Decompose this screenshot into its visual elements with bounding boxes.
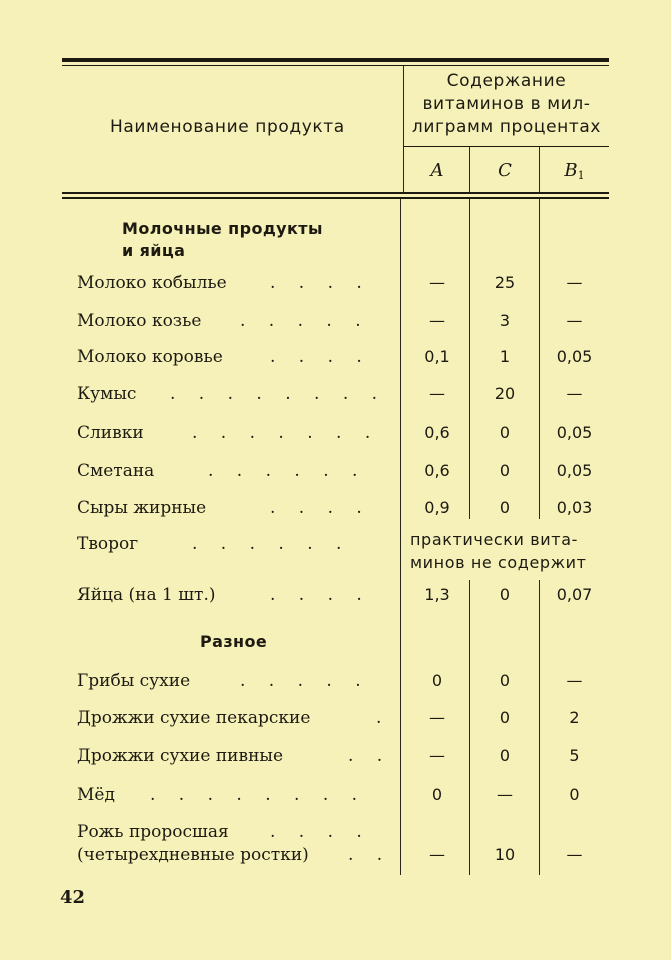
cell-a: — [429,845,445,864]
cell-b: — [566,273,583,292]
col-line-left [400,199,401,875]
col-line-c-lower [539,580,540,875]
header-vitamin-line1: Содержание [446,71,567,91]
cell-c: 0 [499,423,511,442]
cell-a: — [429,708,445,727]
leader-dots: . . [348,845,392,865]
section-title-misc: Разное [200,632,268,651]
row-name: Сливки [77,423,144,443]
cell-a: — [429,311,445,330]
cell-c: 25 [494,273,516,292]
cell-b: 0,05 [556,423,593,442]
cell-b: — [566,384,583,403]
cell-c: 0 [499,671,511,690]
row-name: Сметана [77,461,155,481]
leader-dots: . . . . . . [208,461,367,481]
cell-c: 0 [499,585,511,604]
cell-b: 0,07 [556,585,593,604]
leader-dots: . . . . [270,273,371,293]
row-name: Грибы сухие [77,671,191,691]
row-name: Сыры жирные [77,498,207,518]
cell-b: — [566,671,583,690]
leader-dots: . . . . [270,822,371,842]
leader-dots: . . . . . [240,311,370,331]
leader-dots: . . . . [270,498,371,518]
cell-note-line2: минов не содержит [410,553,587,572]
leader-dots: . [376,708,391,728]
cell-a: 0 [431,785,443,804]
cell-a: 1,3 [424,585,450,604]
header-bottom-rule-2 [62,197,609,199]
leader-dots: . . . . . . [192,534,351,554]
page-number: 42 [60,887,86,908]
cell-c: 0 [499,708,511,727]
section-title-dairy-line1: Молочные продукты [122,219,323,238]
cell-a: 0,1 [424,347,450,366]
leader-dots: . . . . [270,347,371,367]
header-bottom-rule-1 [62,192,609,194]
cell-c: — [497,785,513,804]
cell-a: 0,9 [424,498,450,517]
cell-b: 5 [569,746,580,765]
col-line-a-head [469,147,470,192]
cell-b: 0,05 [556,461,593,480]
header-vitamin-line2: витаминов в мил- [422,94,591,114]
row-name: Рожь проросшая [77,822,229,842]
header-vitamin-line3: лиграмм процентах [411,117,602,137]
row-name: Молоко коровье [77,347,223,367]
cell-b: — [566,311,583,330]
col-head-b-sub: 1 [577,169,585,182]
row-name: Молоко кобылье [77,273,227,293]
cell-a: 0 [431,671,443,690]
section-title-dairy-line2: и яйца [122,241,186,260]
leader-dots: . . . . [270,585,371,605]
header-divider-line [403,66,404,192]
row-name-line2: (четырехдневные ростки) [77,845,309,865]
cell-a: — [429,746,445,765]
cell-b: 0,05 [556,347,593,366]
cell-c: 1 [499,347,511,366]
col-head-c: C [498,160,512,181]
header-product-column: Наименование продукта [110,117,345,137]
leader-dots: . . . . . . . . [150,785,367,805]
cell-c: 0 [499,746,511,765]
cell-a: 0,6 [424,423,450,442]
col-head-b: B [564,160,578,181]
leader-dots: . . . . . . . [192,423,380,443]
cell-note-line1: практически вита- [410,530,578,549]
row-name: Дрожжи сухие пивные [77,746,284,766]
row-name: Молоко козье [77,311,202,331]
cell-c: 3 [499,311,511,330]
cell-a: — [429,273,445,292]
cell-a: — [429,384,445,403]
cell-b: 2 [569,708,580,727]
cell-b: 0 [569,785,580,804]
header-inner-rule [404,146,609,147]
row-name: Дрожжи сухие пекарские [77,708,311,728]
col-line-a-lower [469,580,470,875]
cell-c: 10 [494,845,516,864]
cell-c: 0 [499,498,511,517]
leader-dots: . . [348,746,392,766]
row-name: Творог [77,534,139,554]
leader-dots: . . . . . . . . [170,384,387,404]
row-name: Кумыс [77,384,137,404]
cell-b: — [566,845,583,864]
top-rule-thin [62,65,609,66]
cell-b: 0,03 [556,498,593,517]
leader-dots: . . . . . [240,671,370,691]
cell-a: 0,6 [424,461,450,480]
row-name: Яйца (на 1 шт.) [77,585,216,605]
col-line-c-head [539,147,540,192]
top-rule-thick [62,58,609,62]
cell-c: 0 [499,461,511,480]
row-name: Мёд [77,785,115,805]
cell-c: 20 [494,384,516,403]
col-head-a: A [430,160,444,181]
col-head-b1 [540,160,609,182]
